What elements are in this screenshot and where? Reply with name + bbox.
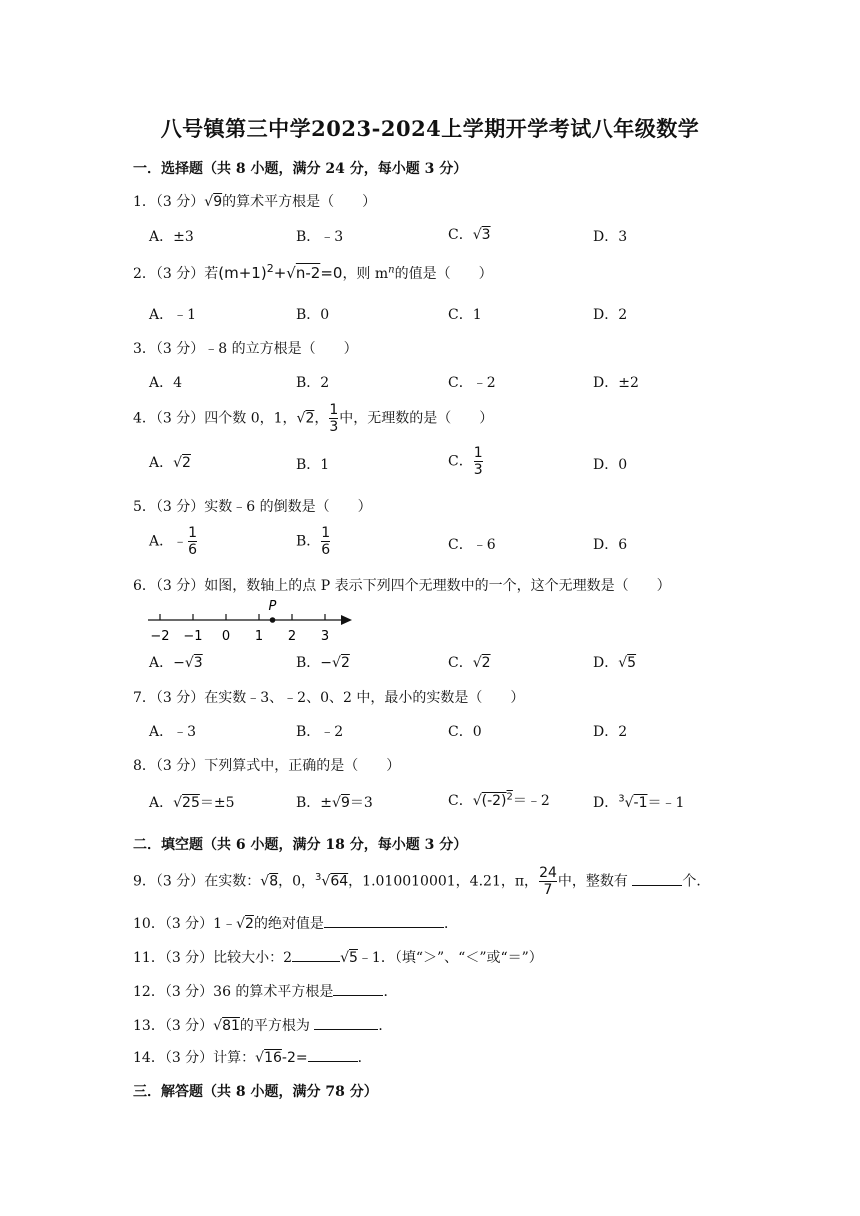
option-a: A．−√3 [149,655,203,671]
option-b: B．0 [296,307,330,323]
option-c: C．$√(-2)^2=﹣2$ [448,791,550,809]
question-8: 8．（3 分）下列算式中，正确的是（ ） [133,758,401,774]
option-c: C．√2 [448,655,491,671]
question-12: 12．（3 分）36 的算术平方根是 ． [133,984,398,1000]
option-c: C．√3 [448,227,491,243]
option-d: D．3 [593,229,628,245]
section-heading-fill: 二．填空题（共 6 小题，满分 18 分，每小题 3 分） [133,837,468,853]
option-a: A．﹣1 [149,307,197,323]
sqrt-expression: √9 [204,194,223,210]
tick-label: 2 [287,629,297,644]
option-b: B． $\frac{1}{6}$ [296,525,331,558]
option-b: B．±√9＝3 [296,795,373,811]
option-b: B．﹣2 [296,724,344,740]
answer-blank[interactable] [632,885,682,886]
option-d: D．6 [593,537,628,553]
answer-blank[interactable] [324,927,444,928]
question-10: 10．（3 分）1﹣√2的绝对值是 ． [133,916,458,932]
question-1 [133,191,376,211]
option-d: D．$^3$√-1＝﹣1 [593,793,685,811]
option-c: C． $\frac{1}{3}$ [448,445,483,478]
question-11: 11．（3 分）比较大小：2 √5﹣1．（填“＞”、“＜”或“＝”） [133,950,543,966]
arrow-head-icon [341,615,352,625]
number-line-figure [140,598,370,646]
tick-label: −2 [150,629,170,644]
section-heading-choice: 一．选择题（共 8 小题，满分 24 分，每小题 3 分） [133,161,468,177]
question-6: 6．（3 分）如图，数轴上的点 P 表示下列四个无理数中的一个，这个无理数是（ ） [133,578,671,594]
question-14: 14．（3 分）计算：√16-2= ． [133,1050,372,1066]
option-b: B．﹣3 [296,229,344,245]
option-b: B．1 [296,457,330,473]
point-p [270,617,276,623]
answer-blank[interactable] [314,1029,378,1030]
question-9: 9．（3 分）在实数：√8，0，$^3$√64，1.010010001，4.21，π， $\frac{24}{7}$ 中，整数有 个． [133,865,711,898]
equation: $(m+1)^2+√n-2=0$ [218,262,343,282]
option-d: D．2 [593,724,628,740]
option-c: C．﹣6 [448,537,496,553]
answer-blank[interactable] [308,1061,358,1062]
question-5: 5．（3 分）实数﹣6 的倒数是（ ） [133,499,372,515]
option-b: B．−√2 [296,655,350,671]
option-a: A．√25＝±5 [149,795,235,811]
option-a: A．√2 [149,455,191,471]
option-a: A．﹣ $\frac{1}{6}$ [149,525,198,558]
option-d: D．0 [593,457,628,473]
option-d: D．√5 [593,655,637,671]
option-a: A．﹣3 [149,724,197,740]
question-7: 7．（3 分）在实数﹣3、﹣2、0、2 中，最小的实数是（ ） [133,690,525,706]
answer-blank[interactable] [333,995,383,996]
section-heading-solve: 三．解答题（共 8 小题，满分 78 分） [133,1084,378,1100]
question-text: 的算术平方根是（ ） [222,194,377,210]
point-label: P [268,599,277,614]
option-c: C．﹣2 [448,375,496,391]
tick-label: 3 [320,629,330,644]
option-c: C．1 [448,307,482,323]
question-2: 2．（3 分）若$(m+1)^2+√n-2=0$，则 $m^n$的值是（ ） [133,262,493,282]
option-a: A．±3 [149,229,194,245]
question-prefix: 1．（3 分） [133,194,205,210]
option-a: A．4 [149,375,183,391]
option-c: C．0 [448,724,482,740]
option-b: B．2 [296,375,330,391]
option-d: D．±2 [593,375,639,391]
page-title: 八号镇第三中学2023-2024上学期开学考试八年级数学 [160,116,700,141]
tick-label: 1 [254,629,264,644]
tick-label: 0 [221,629,231,644]
question-3: 3．（3 分）﹣8 的立方根是（ ） [133,341,358,357]
fraction: $\frac{1}{3}$ [329,402,339,435]
tick-label: −1 [183,629,203,644]
question-13: 13．（3 分）√81的平方根为 ． [133,1018,393,1034]
answer-blank[interactable] [292,961,340,962]
question-4: 4．（3 分）四个数 0，1，√2， $\frac{1}{3}$ 中，无理数的是（ ） [133,402,494,435]
option-d: D．2 [593,307,628,323]
